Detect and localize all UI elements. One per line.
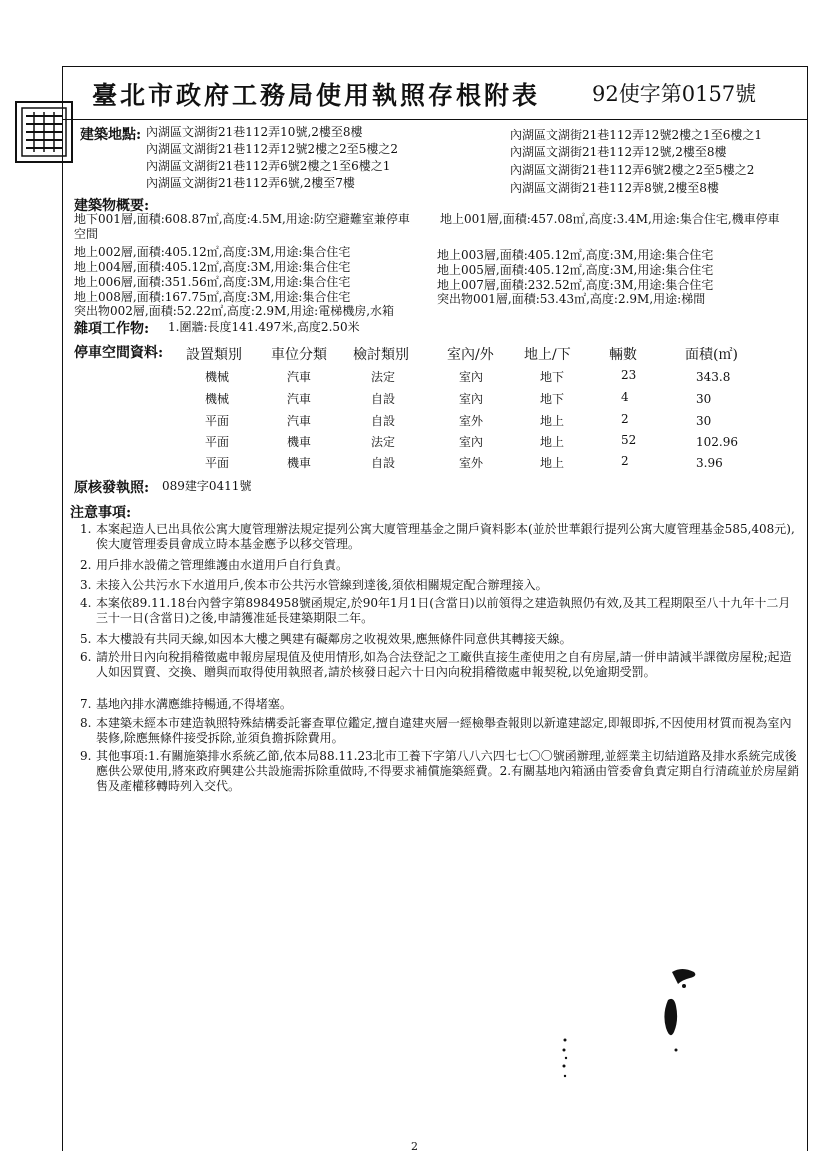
floor-006: 地上006層,面積:351.56㎡,高度:3M,用途:集合住宅: [74, 275, 351, 289]
note-text: 本大樓設有共同天線,如因本大樓之興建有礙鄰房之收視效果,應無條件同意供其轉接天線。: [96, 632, 572, 646]
note-number: 9.: [80, 749, 92, 763]
note-number: 1.: [80, 522, 92, 536]
original-permit-label: 原核發執照:: [74, 480, 150, 496]
misc-works-label: 雜項工作物:: [74, 321, 150, 337]
cell: 法定: [371, 435, 396, 449]
note-text: 用戶排水設備之管理維護由水道用戶自行負責。: [96, 558, 349, 572]
cell: 30: [696, 392, 712, 406]
rooftop-001: 突出物001層,面積:53.43㎡,高度:2.9M,用途:梯間: [437, 292, 706, 306]
location-left-1: 內湖區文湖街21巷112弄10號,2樓至8樓: [146, 125, 363, 139]
cell: 機車: [287, 456, 312, 470]
rooftop-002: 突出物002層,面積:52.22㎡,高度:2.9M,用途:電梯機房,水箱: [74, 304, 395, 318]
note-number: 3.: [80, 578, 92, 592]
note-number: 8.: [80, 716, 92, 730]
location-right-3: 內湖區文湖街21巷112弄6號2樓之2至5樓之2: [510, 163, 755, 177]
cell: 汽車: [287, 414, 312, 428]
floor-008: 地上008層,面積:167.75㎡,高度:3M,用途:集合住宅: [74, 290, 351, 304]
cell: 機械: [205, 370, 230, 384]
cell: 2: [621, 454, 629, 468]
page-title: 臺北市政府工務局使用執照存根附表: [92, 81, 541, 110]
cell: 機車: [287, 435, 312, 449]
floor-007: 地上007層,面積:232.52㎡,高度:3M,用途:集合住宅: [437, 278, 714, 292]
cell: 平面: [205, 435, 230, 449]
cell: 地上: [540, 456, 565, 470]
cell: 機械: [205, 392, 230, 406]
cell: 自設: [371, 392, 396, 406]
cell: 平面: [205, 414, 230, 428]
cell: 平面: [205, 456, 230, 470]
note-number: 7.: [80, 697, 92, 711]
note-number: 6.: [80, 650, 92, 664]
page-number: 2: [411, 1140, 418, 1153]
cell: 地下: [540, 392, 565, 406]
cell: 室內: [459, 392, 484, 406]
floor-004: 地上004層,面積:405.12㎡,高度:3M,用途:集合住宅: [74, 260, 351, 274]
building-row1-left: 地下001層,面積:608.87㎡,高度:4.5M,用途:防空避難室兼停車: [74, 212, 410, 226]
note-number: 4.: [80, 596, 92, 610]
misc-works-value: 1.圍牆:長度141.497米,高度2.50米: [168, 320, 360, 334]
note-text: 其他事項:1.有關施築排水系統乙節,依本局88.11.23北市工養下字第八八六四七七〇〇號函辦理,並經業主切結道路及排水系統完成後應供公眾使用,將來政府興建公共設施需拆除重做時,不得要求補償施築經費。2.有關基地內箱涵由管委會負責定期自行清疏並於房屋銷售及產權移轉時列入交代。: [96, 749, 800, 793]
note-number: 2.: [80, 558, 92, 572]
cell: 102.96: [696, 435, 738, 449]
cell: 地下: [540, 370, 565, 384]
parking-header-type: 設置類別: [186, 347, 242, 363]
cell: 自設: [371, 456, 396, 470]
cell: 地上: [540, 435, 565, 449]
building-row1-cont: 空間: [74, 227, 99, 241]
cell: 3.96: [696, 456, 723, 470]
note-text: 未接入公共污水下水道用戶,俟本市公共污水管線到達後,須依相關規定配合辦理接入。: [96, 578, 548, 592]
notes-label: 注意事項:: [70, 505, 132, 521]
location-right-2: 內湖區文湖街21巷112弄12號,2樓至8樓: [510, 145, 727, 159]
location-left-4: 內湖區文湖街21巷112弄6號,2樓至7樓: [146, 176, 355, 190]
cell: 23: [621, 368, 637, 382]
scan-speckles: [558, 1036, 572, 1082]
cell: 30: [696, 414, 712, 428]
cell: 汽車: [287, 392, 312, 406]
location-left-2: 內湖區文湖街21巷112弄12號2樓之2至5樓之2: [146, 142, 398, 156]
parking-header-review: 檢討類別: [353, 347, 409, 363]
building-summary-label: 建築物概要:: [74, 198, 150, 214]
cell: 室內: [459, 370, 484, 384]
note-text: 本建築未經本市建造執照特殊結構委託審查單位鑑定,擅自違建夾層一經檢舉查報則以新違建認定,即報即拆,不因使用材質而視為室內裝修,除應無條件接受拆除,並須負擔拆除費用。: [96, 716, 792, 745]
note-text: 本案依89.11.18台內營字第8984958號函規定,於90年1月1日(含當日)以前領得之建造執照仍有效,及其工程期限至八十九年十二月三十一日(含當日)之後,申請獲准延長建築期限二年。: [96, 596, 791, 625]
note-number: 5.: [80, 632, 92, 646]
cell: 法定: [371, 370, 396, 384]
location-right-1: 內湖區文湖街21巷112弄12號2樓之1至6樓之1: [510, 128, 762, 142]
cell: 室外: [459, 456, 484, 470]
original-permit-value: 089建字0411號: [162, 479, 252, 493]
cell: 52: [621, 433, 637, 447]
parking-header-indoor: 室內/外: [447, 347, 494, 363]
cell: 室外: [459, 414, 484, 428]
location-right-4: 內湖區文湖街21巷112弄8號,2樓至8樓: [510, 181, 719, 195]
cell: 自設: [371, 414, 396, 428]
ink-blot: [650, 966, 710, 1056]
location-label: 建築地點:: [80, 127, 142, 143]
floor-002: 地上002層,面積:405.12㎡,高度:3M,用途:集合住宅: [74, 245, 351, 259]
building-row1-right: 地上001層,面積:457.08㎡,高度:3.4M,用途:集合住宅,機車停車: [440, 212, 780, 226]
cell: 4: [621, 390, 629, 404]
permit-number: 92使字第0157號: [592, 82, 757, 106]
parking-header-count: 輛數: [609, 347, 637, 363]
parking-header-area: 面積(㎡): [685, 347, 738, 363]
cell: 汽車: [287, 370, 312, 384]
location-left-3: 內湖區文湖街21巷112弄6號2樓之1至6樓之1: [146, 159, 391, 173]
note-text: 基地內排水溝應維持暢通,不得堵塞。: [96, 697, 292, 711]
floor-005: 地上005層,面積:405.12㎡,高度:3M,用途:集合住宅: [437, 263, 714, 277]
note-text: 本案起造人已出具依公寓大廈管理辦法規定提列公寓大廈管理基金之開戶資料影本(並於世華銀行提列公寓大廈管理基金585,408元),俟大廈管理委員會成立時本基金應予以移交管理。: [96, 522, 795, 551]
parking-label: 停車空間資料:: [74, 345, 164, 361]
cell: 室內: [459, 435, 484, 449]
parking-header-level: 地上/下: [524, 347, 571, 363]
parking-header-class: 車位分類: [271, 347, 327, 363]
cell: 343.8: [696, 370, 731, 384]
cell: 地上: [540, 414, 565, 428]
stamp-seal: [14, 100, 74, 164]
cell: 2: [621, 412, 629, 426]
floor-003: 地上003層,面積:405.12㎡,高度:3M,用途:集合住宅: [437, 248, 714, 262]
note-text: 請於卅日內向稅捐稽徵處申報房屋現值及使用情形,如為合法登記之工廠供直接生產使用之自有房屋,請一併申請減半課徵房屋稅;起造人如因買賣、交換、贈與而取得使用執照者,請於核發日起六十日內向稅捐稽徵處申報契稅,以免逾期受罰。: [96, 650, 792, 679]
